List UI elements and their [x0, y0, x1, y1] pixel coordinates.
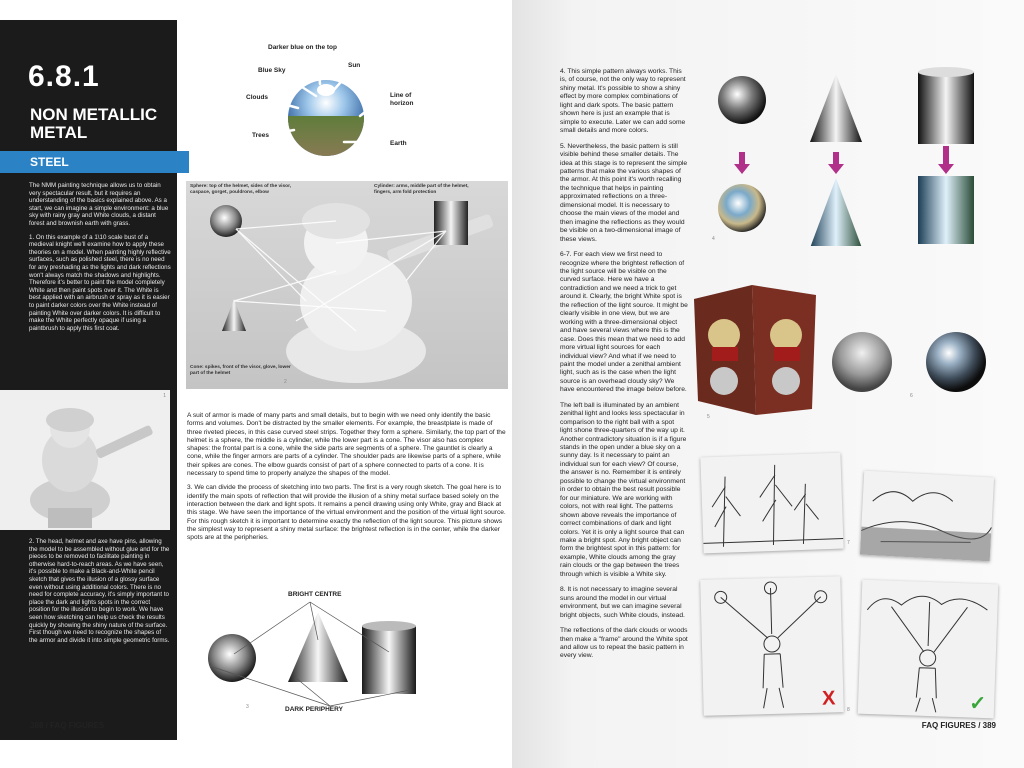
- right-paragraph: 8. It is not necessary to imagine several suns around the model in our virtual environment, but we can imagine several bright objects, such White clouds, instead.: [560, 586, 685, 619]
- caption-cone: Cone: spikes, front of the visor, glove, lower part of the helmet: [190, 365, 291, 376]
- figure-shapes-transform: [708, 66, 1008, 246]
- label-sun: Sun: [348, 62, 361, 69]
- sidebar-paragraph: The NMM painting technique allows us to obtain very spectacular result, but it requires an understanding of the basics explained above. As a start, we can imagine a simple environment: a blue sky with rainy gray and White clouds, a distant forest and brownish earth with grass.: [29, 182, 169, 227]
- shapes-pattern-diagram: [200, 600, 440, 710]
- photo-number: 1: [163, 393, 166, 399]
- figure-cube-views: [694, 285, 824, 425]
- sphere-environment-diagram: [228, 38, 448, 178]
- caption-sphere: Sphere: top of the helmet, sides of the visor, caspace, gorget, pouldrons, elbow: [190, 184, 292, 195]
- subsection-bar: STEEL: [0, 151, 189, 173]
- label-clouds: Clouds: [246, 94, 269, 101]
- photo-bust-shapes: [186, 181, 508, 389]
- right-text-column: [560, 68, 688, 668]
- wrong-mark: X: [821, 687, 836, 710]
- sketch-landscape-drawing: [860, 471, 994, 562]
- page-footer-left: 388 / FAQ FIGURES: [30, 721, 105, 730]
- body-paragraph: A suit of armor is made of many parts and small details, but to begin with we need only identify the basic forms and volumes. Don't be distracted by the smaller elements. For example, the breastplate is made of three riveted pieces, in this case curved steel strips. Together they form a sphere. Similarly, the top part of the helmet is a sphere, the middle is a cylinder, while the lower part is a cone. The visor also has complex shapes: the frontal part is a cone, while the side parts are segments of a sphere. The gauntlet is clearly a cone, while the finger armors are parts of a cylinder. The shoulder pads are likewise parts of a sphere, while their spikes are cones. The elbow guards consist of part of a sphere connected to parts of a cone. It is necessary to spend time to properly analyze the shapes of the model.: [187, 412, 506, 478]
- label-darker-blue: Darker blue on the top: [268, 44, 337, 51]
- correct-mark: ✓: [968, 692, 987, 716]
- right-page: [512, 0, 1024, 768]
- label-blue-sky: Blue Sky: [258, 67, 286, 74]
- figure-number: 7: [847, 540, 850, 546]
- bust-illustration: [0, 390, 170, 530]
- sketch-landscape: [860, 471, 994, 562]
- right-paragraph: 5. Nevertheless, the basic pattern is still visible behind these smaller details. The idea at this stage is to represent the simple patterns that make the various shapes of the armor. At this point it's worth recalling the technique that helps in painting approximated reflections on a three-dimensional model. It is necessary to choose the main views of the model and then imagine the reflections as they would be visible on a two-dimensional image of these views.: [560, 142, 688, 243]
- sketch-clouds-right: [858, 580, 999, 719]
- label-earth: Earth: [390, 140, 407, 147]
- bust-shapes-illustration: [186, 181, 508, 389]
- sketch-suns-wrong: [700, 576, 844, 716]
- right-paragraph: The left ball is illuminated by an ambient zenithal light and looks less spectacular in comparison to the right ball with a spot light shone three-quarters of the way up it. Another contradictory situation is if a figure stands in the open under a blue sky on a sunny day. Is it necessary to paint an individual sun for each view? Of course, the answer is no. Remember it is entirely possible to change the virtual environment in order to obtain the best result possible for our miniature. We are working with colors, not with real light. The patterns shown above reveals the importance of correct combinations of dark and light colors. Yet it is only a light source that can make a bright spot. Any bright object can form the brightest spot in this pattern: for example, White clouds among the gray rain clouds or the gap between the trees through which is visible a White sky.: [560, 401, 687, 578]
- figure-number: 6: [910, 393, 913, 399]
- label-horizon: Line of horizon: [390, 92, 414, 107]
- sidebar-text-top: [29, 182, 171, 338]
- label-trees: Trees: [252, 132, 269, 139]
- photo-number: 3: [246, 704, 249, 710]
- right-paragraph: The reflections of the dark clouds or woods then make a "frame" around the White spot and allow us to repeat the basic pattern in every view.: [560, 627, 688, 660]
- caption-cylinder: Cylinder: arms, middle part of the helmet, fingers, arm fold protection: [374, 184, 469, 195]
- sidebar-text-bottom: [29, 538, 171, 650]
- label-dark-periphery: DARK PERIPHERY: [285, 706, 343, 713]
- sketch-forest-drawing: [700, 453, 843, 554]
- section-number: 6.8.1: [28, 60, 100, 93]
- body-text: [187, 412, 507, 548]
- page-footer-right: FAQ FIGURES / 389: [921, 721, 996, 730]
- photo-bust-small: [0, 390, 170, 530]
- figure-number: 8: [847, 707, 850, 713]
- sidebar-paragraph: 1. On this example of a 1\10 scale bust of a medieval knight we'll examine how to apply these theories on a model. When painting highly reflective surfaces, such as polished steel, there is no need for any preshading as the lights and dark reflections won't always match the shadows and highlights. Therefore it's better to paint the model completely White and then paint spots over it. The White is best applied with an airbrush or spray as it is easier to paint darker colors over the White instead of painting White over darker colors. It is difficult to make the White perfectly opaque if using a paintbrush to apply this first coat.: [29, 233, 171, 332]
- body-paragraph: 3. We can divide the process of sketching into two parts. The first is a very rough sketch. The goal here is to identify the main spots of reflection that will provide the illusion of a shiny metal surface based solely on the interaction between the dark and light spots. It remains a pencil drawing using only White, gray and Black at this stage. We have seen the importance of the virtual environment and the position of the virtual light source. For this rough sketch it is important to determine exactly the reflection of the light source. This picture shows the simplest way to represent a shiny metal surface: the brightest reflection is in the center, while the darker spots are at the peripheries.: [187, 484, 506, 542]
- right-paragraph: 6-7. For each view we first need to recognize where the brightest reflection of the light source will be visible on the curved surface. Here we have a contradiction and we need a trick to get around it. Clearly, the bright White spot is the reflection of the light source. It might be clearly visible in one view, but we are working with a three-dimensional object and have several views where this is the case. Does this mean that we need to add more virtual light sources for each individual view? And what if we need to paint the model under a zenithal ambient light, such as is the case when the light source is an overhead cloudy sky? We have encountered the image below before.: [560, 251, 688, 394]
- label-bright-centre: BRIGHT CENTRE: [288, 591, 342, 598]
- figure-number: 5: [707, 414, 710, 420]
- sidebar-paragraph: 2. The head, helmet and axe have pins, allowing the model to be assembled without glue and for the pieces to be removed to facilitate painting in otherwise hard-to-reach areas. As we have seen, it's possible to make a Black-and-White pencil sketch that gives the illusion of a glossy surface even without using additional colors. There is no need for complete accuracy, it's simply important to place the dark and lights spots in the correct position for the illusion to begin to work. We have seen how sketching can help us check the results quickly by showing the shiny nature of the surface. First though we need to recognize the shapes of the armor and divide it into simple geometric forms.: [29, 538, 170, 644]
- sketch-forest: [700, 453, 843, 554]
- right-paragraph: 4. This simple pattern always works. This is, of course, not the only way to represent shiny metal. It's possible to show a shiny effect by more complex combinations of light and dark spots. The basic pattern shown here is just an example that is simple to execute. Later we can add some small details and more colors.: [560, 68, 686, 135]
- figure-two-balls: [828, 324, 1008, 404]
- section-title: NON METALLIC METAL: [30, 105, 158, 142]
- figure-number: 4: [712, 236, 715, 242]
- photo-number: 2: [284, 379, 287, 385]
